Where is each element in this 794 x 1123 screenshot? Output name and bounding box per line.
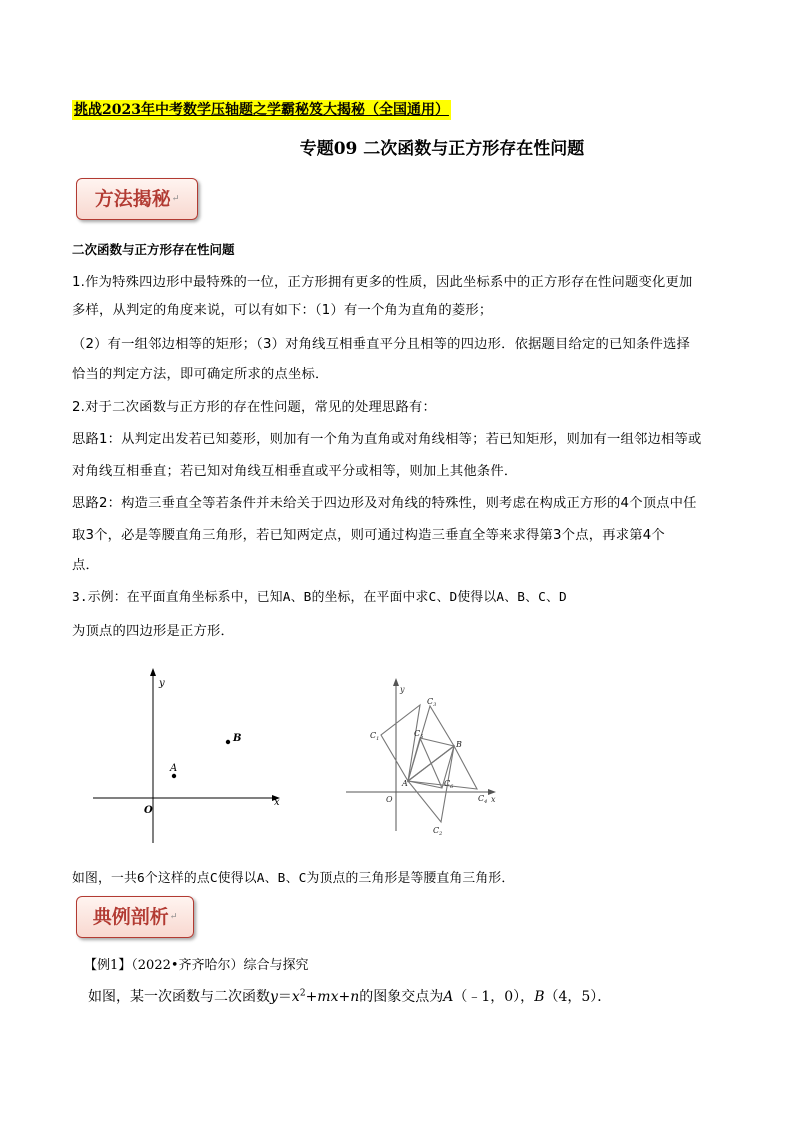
method-badge (76, 178, 198, 220)
point-a-name: A (443, 989, 454, 1005)
formula-plus-2: + (338, 989, 351, 1005)
idea-2-line-3: 点． (72, 558, 99, 573)
example-1-statement (88, 986, 611, 1006)
paragraph-1-line-4: 恰当的判定方法，即可确定所求的点坐标． (72, 367, 329, 382)
point-b-label: B (456, 740, 462, 749)
example-source: （2022•齐齐哈尔）综合与探究 (131, 958, 309, 973)
paragraph-3-line-1: 3.示例：在平面直角坐标系中，已知A、B的坐标，在平面中求C、D使得以A、B、C、D (72, 590, 567, 605)
formula-mx: mx (317, 989, 339, 1005)
point-b-name: B (534, 989, 545, 1005)
point-a-coord: （﹣1，0）， (453, 989, 535, 1005)
paragraph-3-line-2: 为顶点的四边形是正方形． (72, 624, 234, 639)
point-c2-label: $C_2$ (433, 826, 443, 837)
paragraph-2: 2.对于二次函数与正方形的存在性问题，常见的处理思路有： (72, 400, 437, 415)
triangle-a-b-c4 (408, 746, 477, 789)
x-axis-label: x (491, 795, 496, 804)
formula-n: n (350, 989, 360, 1005)
paragraph-mark-icon: ↵ (171, 194, 180, 204)
point-b-coord: （4，5）． (544, 989, 612, 1005)
formula-eq: ＝ (277, 989, 292, 1005)
point-c1-label: $C_1$ (370, 731, 380, 742)
page-title: 专题09 二次函数与正方形存在性问题 (299, 139, 585, 159)
idea-2-line-2: 取3个，必是等腰直角三角形，若已知两定点，则可通过构造三垂直全等来求得第3个点，再求第4个 (72, 528, 665, 543)
idea-1-line-1: 思路1：从判定出发若已知菱形，则加有一个角为直角或对角线相等；若已知矩形，则加有一组邻边相等或 (72, 432, 702, 447)
formula-exponent: 2 (299, 988, 306, 999)
formula-x: x (291, 989, 300, 1005)
x-axis-label: x (274, 797, 280, 808)
y-axis-label: y (400, 685, 405, 694)
point-b (226, 740, 230, 744)
y-axis-arrow-icon (393, 678, 399, 686)
triangle-a-b-c1 (381, 705, 420, 781)
point-a (172, 774, 176, 778)
point-a-label: A (402, 779, 408, 788)
statement-text-b: 的图象交点为 (359, 989, 444, 1005)
point-c5-label: $C_5$ (414, 729, 424, 740)
y-axis-label: y (159, 678, 165, 689)
point-c4-label: $C_4$ (478, 794, 488, 805)
conclusion-line: 如图，一共6个这样的点C使得以A、B、C为顶点的三角形是等腰直角三角形． (72, 871, 515, 886)
section-title: 二次函数与正方形存在性问题 (72, 242, 235, 257)
idea-1-line-2: 对角线互相垂直；若已知对角线互相垂直或平分或相等，则加上其他条件． (72, 464, 518, 479)
method-badge-label: 方法揭秘 (94, 188, 171, 210)
origin-label: O (144, 805, 153, 816)
y-axis-arrow-icon (150, 668, 156, 676)
formula-plus-1: + (305, 989, 318, 1005)
paragraph-1-line-2: 多样，从判定的角度来说，可以有如下：（1）有一个角为直角的菱形； (72, 303, 493, 318)
point-c6-label: $C_6$ (444, 779, 454, 790)
idea-2-line-1: 思路2：构造三垂直全等若条件并未给关于四边形及对角线的特殊性，则考虑在构成正方形的4个顶点中任 (72, 496, 697, 511)
origin-label: O (386, 795, 393, 804)
point-c3-label: $C_3$ (427, 697, 437, 708)
formula-y: y (270, 989, 278, 1005)
paragraph-1-line-3: （2）有一组邻边相等的矩形；（3）对角线互相垂直平分且相等的四边形．依据题目给定的已知条件选择 (72, 337, 691, 352)
example-tag: 【例1】 (84, 958, 132, 973)
paragraph-1-line-1: 1.作为特殊四边形中最特殊的一位，正方形拥有更多的性质，因此坐标系中的正方形存在性问题变化更加 (72, 275, 693, 290)
series-header: 挑战2023年中考数学压轴题之学霸秘笈大揭秘（全国通用） (74, 102, 449, 118)
examples-badge-label: 典例剖析 (92, 906, 169, 928)
point-a-label: A (170, 763, 178, 774)
examples-badge (76, 896, 194, 938)
statement-text-a: 如图，某一次函数与二次函数 (88, 989, 270, 1005)
inner-square-diagonal (420, 738, 442, 788)
figure-2-square-construction (340, 676, 510, 838)
figure-1-coordinate-plane (88, 668, 288, 848)
example-1-header (84, 954, 309, 973)
point-b-label: B (233, 733, 242, 744)
paragraph-mark-icon: ↵ (169, 912, 178, 922)
